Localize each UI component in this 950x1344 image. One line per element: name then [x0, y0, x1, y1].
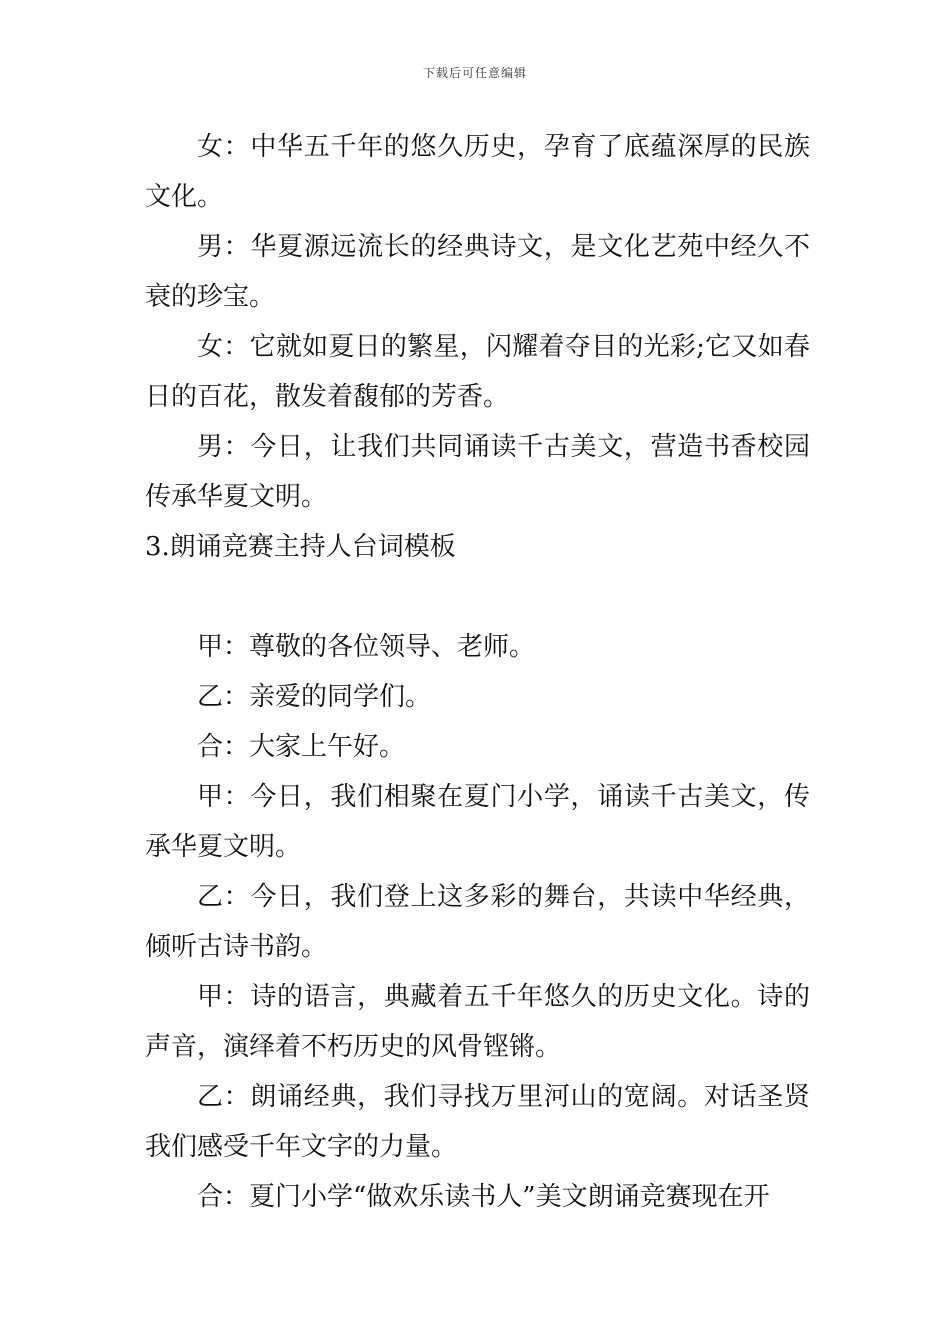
paragraph: 合：大家上午好。 [197, 732, 406, 762]
paragraph: 女：它就如夏日的繁星，闪耀着夺目的光彩;它又如春日的百花，散发着馥郁的芳香。 [145, 332, 810, 412]
paragraph: 甲：今日，我们相聚在夏门小学，诵读千古美文，传承华夏文明。 [145, 782, 810, 862]
paragraph: 甲：诗的语言，典藏着五千年悠久的历史文化。诗的声音，演绎着不朽历史的风骨铿锵。 [145, 982, 810, 1062]
paragraph: 男：今日，让我们共同诵读千古美文，营造书香校园传承华夏文明。 [145, 432, 810, 512]
section-heading: 3.朗诵竞赛主持人台词模板 [145, 532, 456, 562]
paragraph: 乙：今日，我们登上这多彩的舞台，共读中华经典，倾听古诗书韵。 [145, 882, 810, 962]
paragraph: 女：中华五千年的悠久历史，孕育了底蕴深厚的民族文化。 [145, 132, 810, 212]
paragraph: 甲：尊敬的各位领导、老师。 [197, 632, 536, 662]
paragraph: 合：夏门小学“做欢乐读书人”美文朗诵竞赛现在开 [197, 1182, 770, 1212]
paragraph: 乙：朗诵经典，我们寻找万里河山的宽阔。对话圣贤我们感受千年文字的力量。 [145, 1082, 810, 1162]
paragraph: 乙：亲爱的同学们。 [197, 682, 432, 712]
page-header: 下载后可任意编辑 [422, 66, 527, 80]
document-body [145, 122, 810, 1222]
blank-line [145, 572, 810, 622]
paragraph: 男：华夏源远流长的经典诗文，是文化艺苑中经久不衰的珍宝。 [145, 232, 810, 312]
